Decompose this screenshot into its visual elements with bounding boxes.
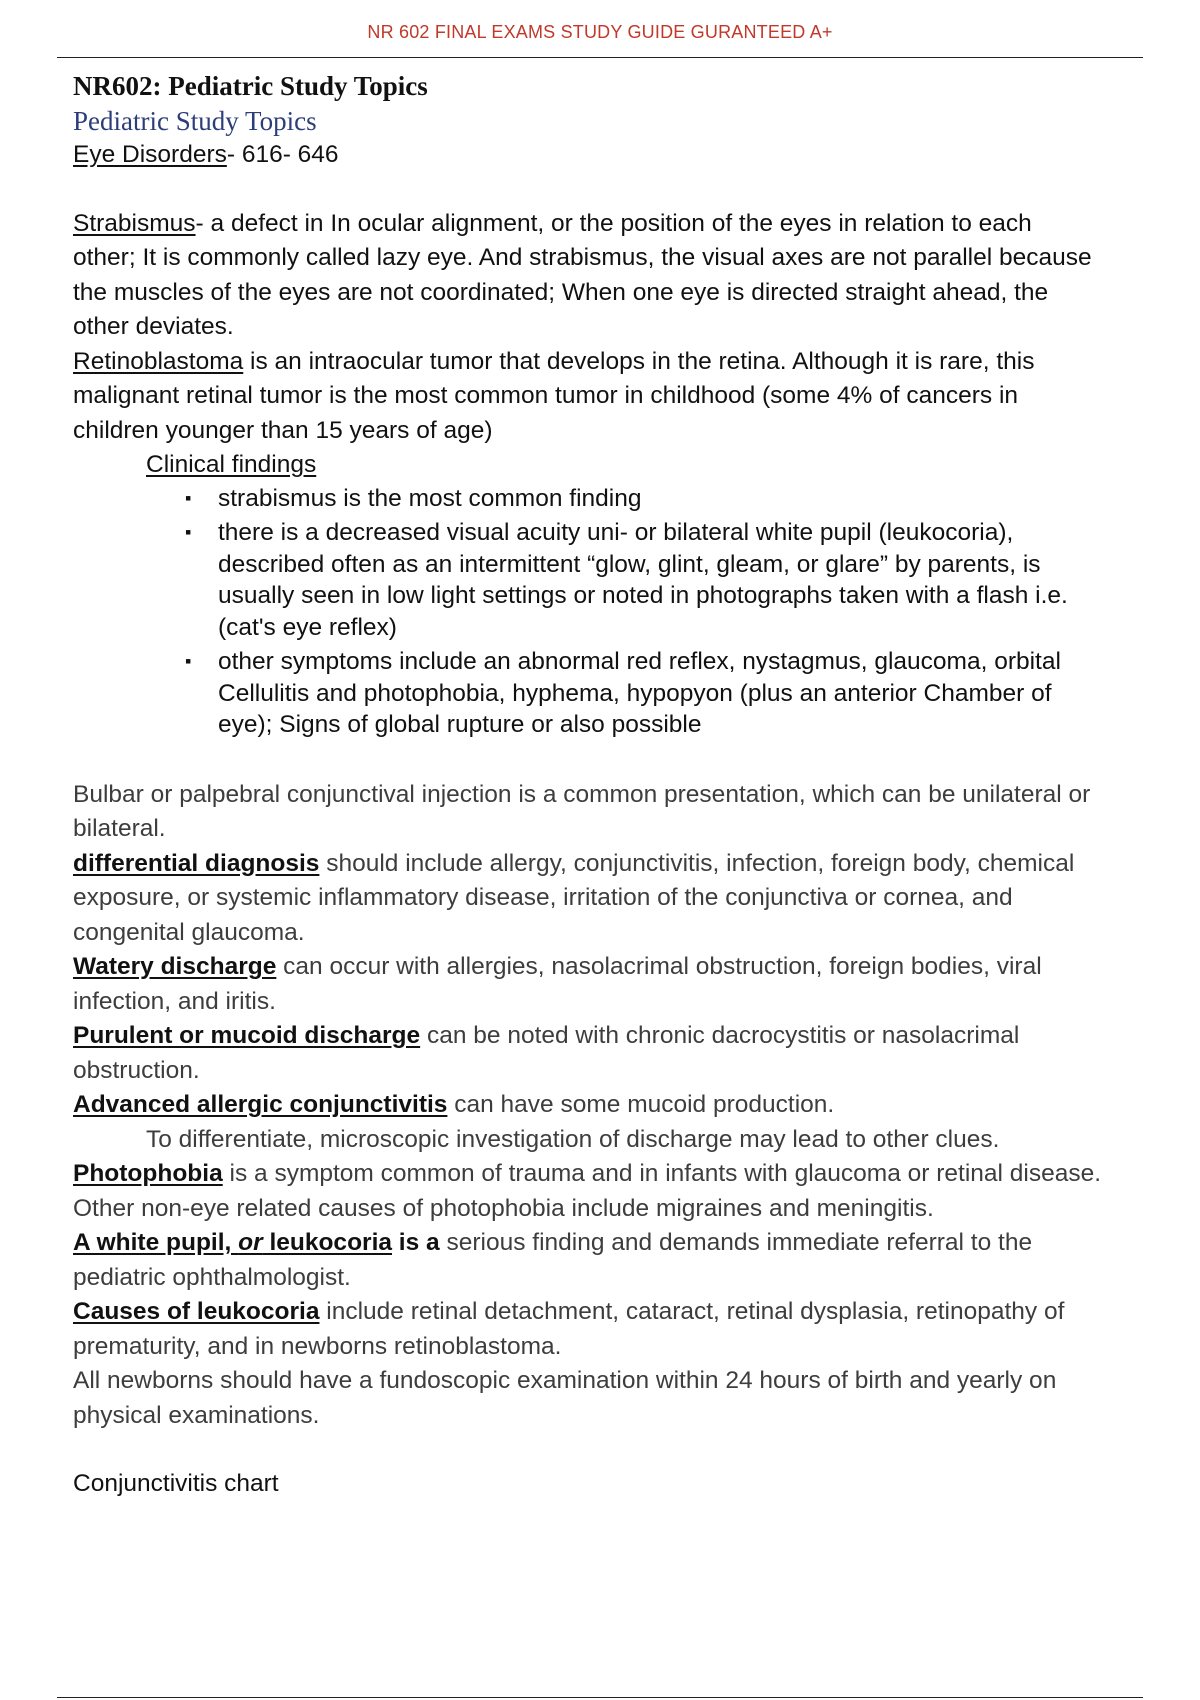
leukocoria-line-2: pediatric ophthalmologist.: [73, 1263, 351, 1291]
page-header-banner: NR 602 FINAL EXAMS STUDY GUIDE GURANTEED A+: [367, 22, 833, 42]
watery-line-1: Watery discharge can occur with allergies, nasolacrimal obstruction, foreign bodies, viral: [73, 953, 1042, 980]
section-heading: Eye Disorders: [73, 141, 227, 168]
bullet-icon: ▪: [185, 522, 192, 542]
differential-term: differential diagnosis: [73, 849, 320, 877]
clinical-findings-heading: Clinical findings: [146, 451, 317, 478]
retinoblastoma-line-1: Retinoblastoma is an intraocular tumor that develops in the retina. Although it is rare, this: [73, 347, 1035, 375]
list-item: ▪ other symptoms include an abnormal red reflex, nystagmus, glaucoma, orbital Cellulitis and photophobia, hyphema, hypopyon (plus an anterior Chamber of eye); Signs of global rupture or also possible: [185, 648, 1061, 738]
spacer: [73, 744, 1163, 778]
section-heading-line: [73, 138, 1163, 173]
purulent-line-1: Purulent or mucoid discharge can be noted with chronic dacrocystitis or nasolacrimal: [73, 1022, 1020, 1049]
causes-term: Causes of leukocoria: [73, 1298, 320, 1325]
header-divider: [57, 57, 1143, 58]
newborns-line-1: All newborns should have a fundoscopic examination within 24 hours of birth and yearly on: [73, 1367, 1057, 1394]
footer-divider: [57, 1697, 1143, 1698]
allergic-term: Advanced allergic conjunctivitis: [73, 1091, 448, 1118]
retinoblastoma-term: Retinoblastoma: [73, 347, 244, 375]
bullet-icon: ▪: [185, 651, 192, 671]
allergic-line-1: Advanced allergic conjunctivitis can have some mucoid production.: [73, 1091, 835, 1118]
differential-line-3: congenital glaucoma.: [73, 918, 305, 946]
spacer: [73, 1433, 1163, 1467]
watery-term: Watery discharge: [73, 953, 277, 980]
section-pages: - 616- 646: [226, 141, 339, 168]
purulent-line-2: obstruction.: [73, 1056, 200, 1084]
strabismus-line-4: other deviates.: [73, 313, 234, 340]
document-subtitle: Pediatric Study Topics: [73, 106, 317, 136]
differential-line-1: differential diagnosis should include allergy, conjunctivitis, infection, foreign body, chemical: [73, 849, 1075, 877]
watery-line-2: infection, and iritis.: [73, 987, 276, 1015]
clinical-findings-list: [73, 483, 1163, 741]
injection-line-1: Bulbar or palpebral conjunctival injection is a common presentation, which can be unilateral or: [73, 780, 1091, 808]
allergic-line-2: To differentiate, microscopic investigation of discharge may lead to other clues.: [146, 1125, 1000, 1153]
clinical-findings-heading-line: [73, 448, 1163, 483]
causes-line-2: prematurity, and in newborns retinoblastoma.: [73, 1332, 562, 1360]
photophobia-term: Photophobia: [73, 1160, 223, 1187]
spacer: [73, 173, 1163, 207]
newborns-line-2: physical examinations.: [73, 1401, 320, 1429]
list-item: ▪ there is a decreased visual acuity uni- or bilateral white pupil (leukocoria), described often as an intermittent “glow, glint, gleam, or glare” by parents, is usually seen in low light settings or noted in photographs taken with a flash i.e. (cat's eye reflex): [185, 519, 1068, 641]
document-title: NR602: Pediatric Study Topics: [73, 71, 428, 101]
conjunctivitis-chart-label: Conjunctivitis chart: [73, 1470, 279, 1497]
causes-line-1: Causes of leukocoria include retinal detachment, cataract, retinal dysplasia, retinopathy of: [73, 1298, 1065, 1325]
purulent-term: Purulent or mucoid discharge: [73, 1022, 421, 1049]
leukocoria-term: A white pupil, or leukocoria: [73, 1229, 392, 1256]
injection-line-2: bilateral.: [73, 815, 166, 842]
strabismus-term: Strabismus: [73, 209, 196, 237]
leukocoria-line-1: A white pupil, or leukocoria is a serious finding and demands immediate referral to the: [73, 1229, 1033, 1256]
differential-line-2: exposure, or systemic inflammatory disease, irritation of the conjunctiva or cornea, and: [73, 884, 1013, 911]
retinoblastoma-line-2: malignant retinal tumor is the most common tumor in childhood (some 4% of cancers in: [73, 382, 1019, 409]
strabismus-line-3: the muscles of the eyes are not coordinated; When one eye is directed straight ahead, the: [73, 278, 1049, 306]
bullet-icon: ▪: [185, 487, 192, 508]
photophobia-line-2: Other non-eye related causes of photophobia include migraines and meningitis.: [73, 1194, 934, 1222]
strabismus-line-2: other; It is commonly called lazy eye. And strabismus, the visual axes are not parallel because: [73, 244, 1092, 271]
list-item: ▪ strabismus is the most common finding: [185, 483, 1078, 515]
document-body: [73, 68, 1163, 1502]
retinoblastoma-line-3: children younger than 15 years of age): [73, 416, 493, 444]
strabismus-line-1: Strabismus- a defect in In ocular alignment, or the position of the eyes in relation to each: [73, 209, 1032, 237]
photophobia-line-1: Photophobia is a symptom common of trauma and in infants with glaucoma or retinal disease.: [73, 1160, 1102, 1187]
